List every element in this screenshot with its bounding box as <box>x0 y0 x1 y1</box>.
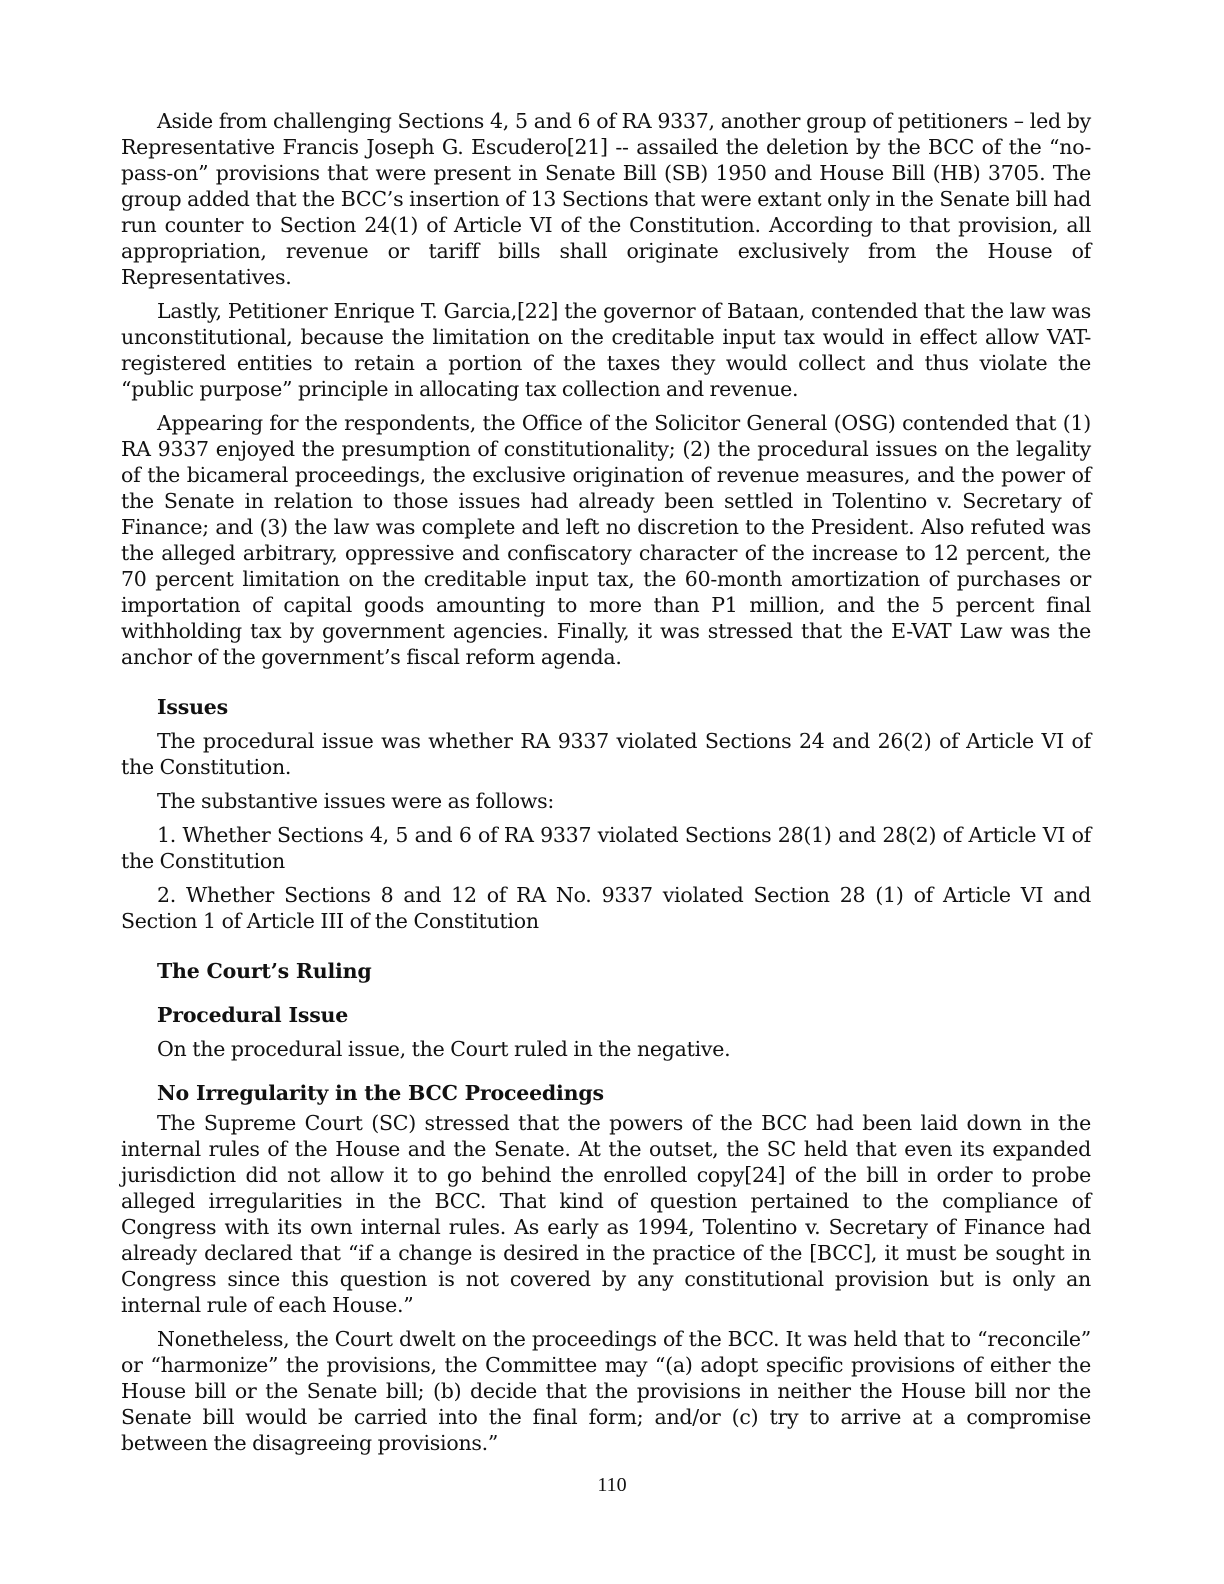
page-number: 110 <box>597 1474 627 1496</box>
paragraph-escudero-petition: Aside from challenging Sections 4, 5 and 6 of RA 9337, another group of petitioners – led by Representative Francis Joseph G. Escudero[21] -- assailed the deletion by the BCC of the “no-pass-on” provisions that were present in Senate Bill (SB) 1950 and House Bill (HB) 3705. The group added that the BCC’s insertion of 13 Sections that were extant only in the Senate bill had run counter to Section 24(1) of Article VI of the Constitution. According to that provision, all appropriation, revenue or tariff bills shall originate exclusively from the House of Representatives. <box>121 109 1091 289</box>
procedural-issue-heading: Procedural Issue <box>157 1003 349 1027</box>
issues-heading: Issues <box>157 695 228 719</box>
paragraph-procedural-issue: The procedural issue was whether RA 9337 violated Sections 24 and 26(2) of Article VI of the Constitution. <box>121 729 1091 779</box>
paragraph-substantive-intro: The substantive issues were as follows: <box>157 789 555 813</box>
paragraph-substantive-issue-1: 1. Whether Sections 4, 5 and 6 of RA 9337 violated Sections 28(1) and 28(2) of Article VI of the Constitution <box>121 823 1091 873</box>
paragraph-procedural-ruling: On the procedural issue, the Court ruled in the negative. <box>157 1037 731 1061</box>
document-page <box>121 108 1091 1456</box>
paragraph-garcia-petition: Lastly, Petitioner Enrique T. Garcia,[22] the governor of Bataan, contended that the law was unconstitutional, because the limitation on the creditable input tax would in effect allow VAT-registered entities to retain a portion of the taxes they would collect and thus violate the “public purpose” principle in allocating tax collection and revenue. <box>121 299 1091 401</box>
ruling-heading: The Court’s Ruling <box>157 959 372 983</box>
paragraph-bcc-proceedings: Nonetheless, the Court dwelt on the proceedings of the BCC. It was held that to “reconcile” or “harmonize” the provisions, the Committee may “(a) adopt specific provisions of either the House bill or the Senate bill; (b) decide that the provisions in neither the House bill nor the Senate bill would be carried into the final form; and/or (c) try to arrive at a compromise between the disagreeing provisions.” <box>121 1327 1091 1455</box>
bcc-heading: No Irregularity in the BCC Proceedings <box>157 1081 604 1105</box>
paragraph-substantive-issue-2: 2. Whether Sections 8 and 12 of RA No. 9337 violated Section 28 (1) of Article VI and Section 1 of Article III of the Constitution <box>121 883 1091 933</box>
paragraph-bcc-powers: The Supreme Court (SC) stressed that the powers of the BCC had been laid down in the internal rules of the House and the Senate. At the outset, the SC held that even its expanded jurisdiction did not allow it to go behind the enrolled copy[24] of the bill in order to probe alleged irregularities in the BCC. That kind of question pertained to the compliance of Congress with its own internal rules. As early as 1994, Tolentino v. Secretary of Finance had already declared that “if a change is desired in the practice of the [BCC], it must be sought in Congress since this question is not covered by any constitutional provision but is only an internal rule of each House.” <box>121 1111 1091 1317</box>
paragraph-osg-response: Appearing for the respondents, the Office of the Solicitor General (OSG) contended that (1) RA 9337 enjoyed the presumption of constitutionality; (2) the procedural issues on the legality of the bicameral proceedings, the exclusive origination of revenue measures, and the power of the Senate in relation to those issues had already been settled in Tolentino v. Secretary of Finance; and (3) the law was complete and left no discretion to the President. Also refuted was the alleged arbitrary, oppressive and confiscatory character of the increase to 12 percent, the 70 percent limitation on the creditable input tax, the 60-month amortization of purchases or importation of capital goods amounting to more than P1 million, and the 5 percent final withholding tax by government agencies. Finally, it was stressed that the E-VAT Law was the anchor of the government’s fiscal reform agenda. <box>121 411 1091 669</box>
